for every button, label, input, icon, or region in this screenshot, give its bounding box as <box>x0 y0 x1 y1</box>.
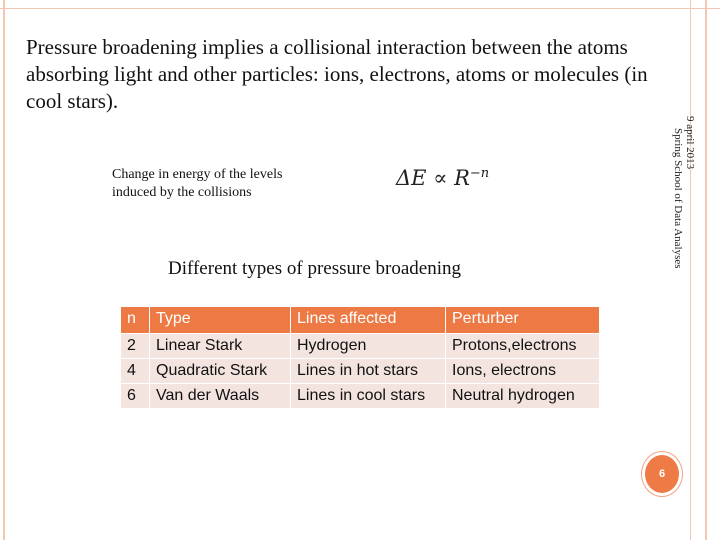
cell-perturber: Protons,electrons <box>446 334 600 359</box>
change-text-line-1: Change in energy of the levels <box>112 167 283 182</box>
cell-perturber: Neutral hydrogen <box>446 384 600 409</box>
pressure-broadening-table <box>120 306 600 409</box>
formula-delta-e: ΔE <box>396 166 427 190</box>
page-number-badge <box>642 452 682 496</box>
frame-line-right-outer <box>705 0 707 540</box>
formula-r: R <box>454 166 470 190</box>
formula-proportional-sign: ∝ <box>433 166 448 190</box>
cell-n: 4 <box>121 359 150 384</box>
table-row <box>121 384 600 409</box>
energy-formula <box>396 166 489 190</box>
header-type: Type <box>150 307 291 334</box>
cell-perturber: Ions, electrons <box>446 359 600 384</box>
page-number: 6 <box>658 468 666 480</box>
side-date: 9 april 2013 <box>684 116 696 170</box>
cell-type: Linear Stark <box>150 334 291 359</box>
formula-exponent: −n <box>469 166 490 181</box>
change-text-line-2: induced by the collisions <box>112 185 252 200</box>
frame-line-top <box>0 8 720 9</box>
frame-line-left <box>3 0 5 540</box>
cell-n: 2 <box>121 334 150 359</box>
cell-type: Van der Waals <box>150 384 291 409</box>
side-footer <box>672 116 696 346</box>
cell-lines-affected: Lines in cool stars <box>291 384 446 409</box>
slide-subtitle: Different types of pressure broadening <box>168 258 461 279</box>
slide-title: Pressure broadening implies a collisional interaction between the atoms absorbing light and other particles: ions, electrons, atoms or molecules (in cool stars). <box>26 35 648 113</box>
header-perturber: Perturber <box>446 307 600 334</box>
cell-type: Quadratic Stark <box>150 359 291 384</box>
cell-lines-affected: Lines in hot stars <box>291 359 446 384</box>
side-school-name: Spring School of Data Analyses <box>672 128 684 269</box>
change-in-energy-text <box>112 166 282 202</box>
header-n: n <box>121 307 150 334</box>
table-row <box>121 359 600 384</box>
cell-n: 6 <box>121 384 150 409</box>
table-header-row <box>121 307 600 334</box>
cell-lines-affected: Hydrogen <box>291 334 446 359</box>
header-lines-affected: Lines affected <box>291 307 446 334</box>
table-row <box>121 334 600 359</box>
